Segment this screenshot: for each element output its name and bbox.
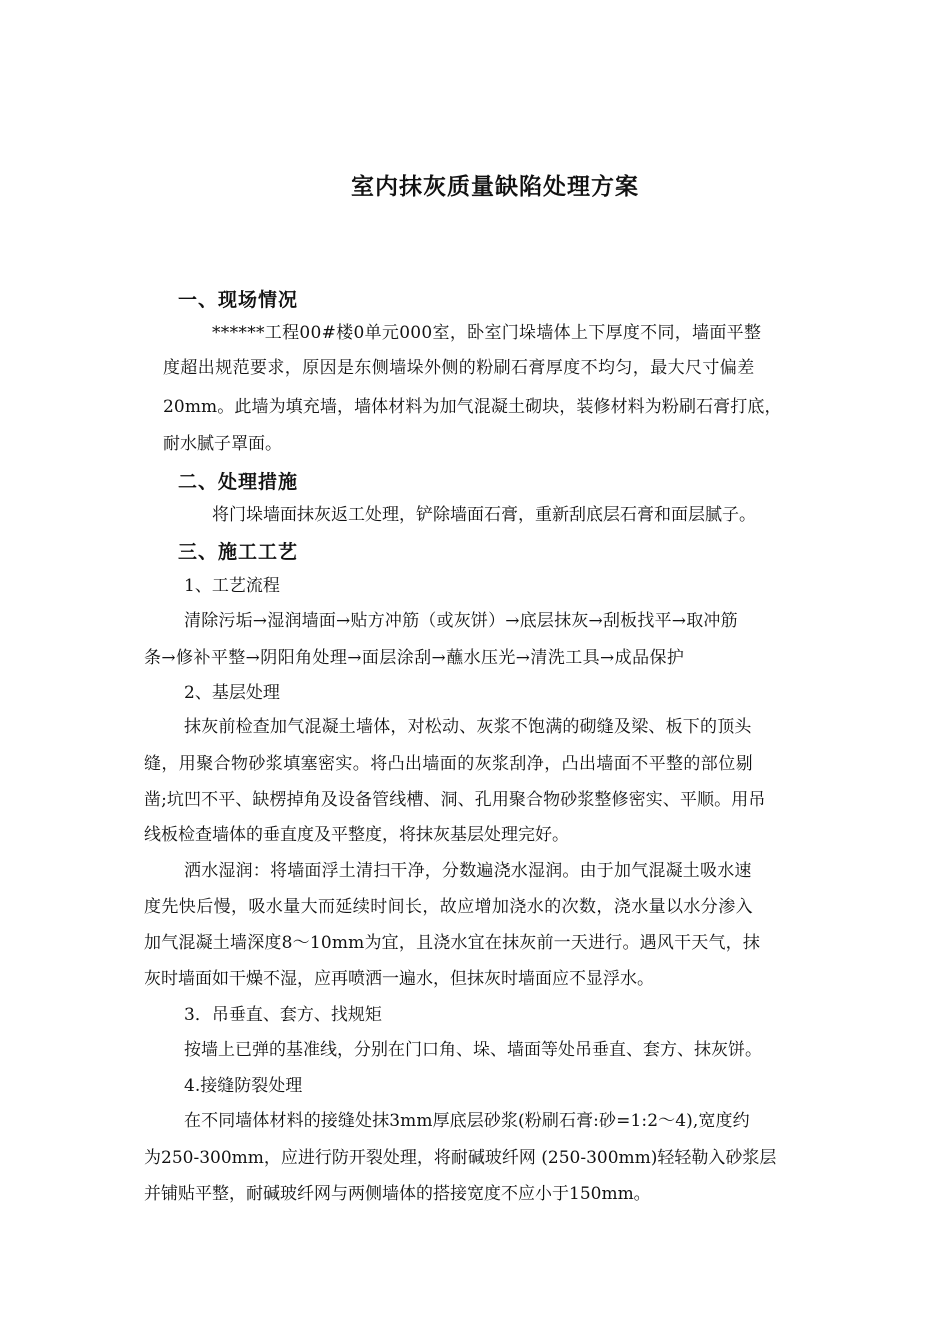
paragraph-line: 在不同墙体材料的接缝处抹3mm厚底层砂浆(粉刷石膏:砂=1:2～4),宽度约: [184, 1111, 750, 1131]
paragraph-line: 20mm。此墙为填充墙，墙体材料为加气混凝土砌块，装修材料为粉刷石膏打底，: [163, 397, 782, 417]
subheading-plumb-square: 3．吊垂直、套方、找规矩: [184, 1005, 382, 1025]
paragraph-line: 抹灰前检查加气混凝土墙体，对松动、灰浆不饱满的砌缝及梁、板下的顶头: [184, 717, 752, 737]
paragraph-line: 为250-300mm，应进行防开裂处理，将耐碱玻纤网 (250-300mm)轻轻勒入砂浆层: [144, 1148, 777, 1168]
paragraph-line: 线板检查墙体的垂直度及平整度，将抹灰基层处理完好。: [144, 825, 569, 845]
paragraph-line: 灰时墙面如干燥不湿，应再喷洒一遍水，但抹灰时墙面应不显浮水。: [144, 969, 654, 989]
paragraph-line: 缝，用聚合物砂浆填塞密实。将凸出墙面的灰浆刮净，凸出墙面不平整的部位剔: [144, 754, 753, 774]
paragraph-line: 清除污垢→湿润墙面→贴方冲筋（或灰饼）→底层抹灰→刮板找平→取冲筋: [184, 611, 738, 631]
paragraph-line: 度超出规范要求，原因是东侧墙垛外侧的粉刷石膏厚度不均匀，最大尺寸偏差: [163, 358, 755, 378]
paragraph-line: 洒水湿润：将墙面浮土清扫干净，分数遍浇水湿润。由于加气混凝土吸水速: [184, 861, 752, 881]
subheading-process-flow: 1、工艺流程: [184, 576, 280, 596]
paragraph-line: 耐水腻子罩面。: [163, 434, 282, 454]
document-title: 室内抹灰质量缺陷处理方案: [351, 174, 639, 200]
paragraph-line: ******工程00#楼0单元000室，卧室门垛墙体上下厚度不同，墙面平整: [212, 323, 762, 343]
paragraph-line: 加气混凝土墙深度8～10mm为宜，且浇水宜在抹灰前一天进行。遇风干天气，抹: [144, 933, 761, 953]
subheading-base-treatment: 2、基层处理: [184, 683, 280, 703]
paragraph-line: 度先快后慢，吸水量大而延续时间长，故应增加浇水的次数，浇水量以水分渗入: [144, 897, 753, 917]
section-heading-process: 三、施工工艺: [178, 541, 299, 563]
section-heading-measures: 二、处理措施: [178, 471, 299, 493]
paragraph-line: 条→修补平整→阴阳角处理→面层涂刮→蘸水压光→清洗工具→成品保护: [144, 648, 685, 668]
paragraph-line: 将门垛墙面抹灰返工处理，铲除墙面石膏，重新刮底层石膏和面层腻子。: [212, 505, 756, 525]
paragraph-line: 凿;坑凹不平、缺楞掉角及设备管线槽、洞、孔用聚合物砂浆整修密实、平顺。用吊: [144, 790, 766, 810]
paragraph-line: 按墙上已弹的基准线，分别在门口角、垛、墙面等处吊垂直、套方、抹灰饼。: [184, 1040, 762, 1060]
subheading-joint-crack-prevention: 4.接缝防裂处理: [184, 1076, 303, 1096]
section-heading-site-conditions: 一、现场情况: [178, 289, 299, 311]
paragraph-line: 并铺贴平整，耐碱玻纤网与两侧墙体的搭接宽度不应小于150mm。: [144, 1184, 651, 1204]
